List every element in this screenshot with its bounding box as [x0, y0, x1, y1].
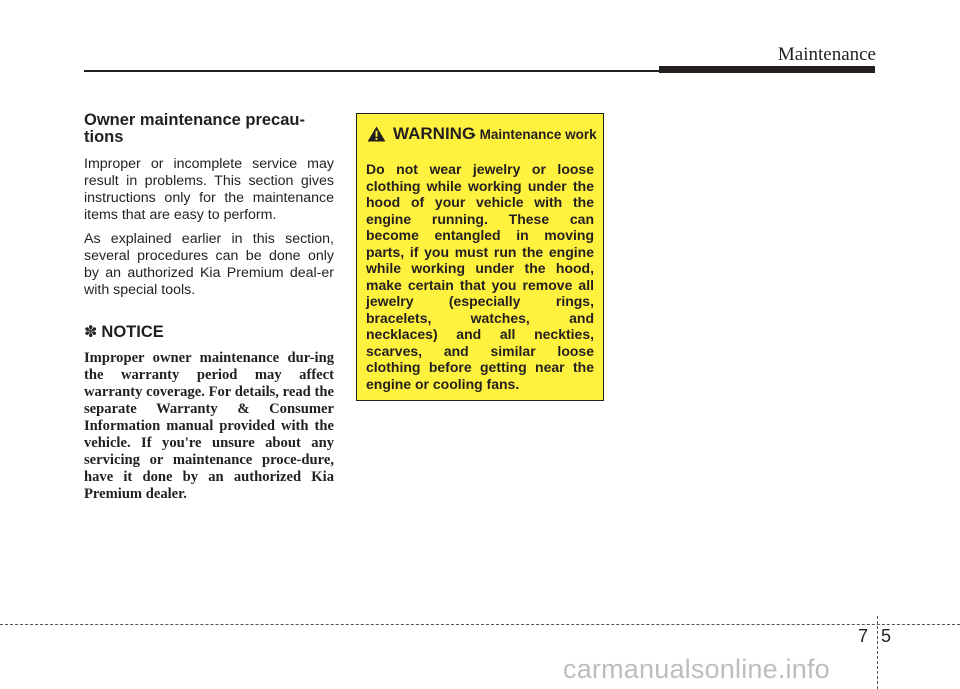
warning-subject: - Maintenance work — [471, 127, 597, 142]
left-column — [84, 112, 334, 503]
warning-text: Do not wear jewelry or loose clothing while working under the hood of your vehicle with the engine running. These can become entangled in moving parts, if you must run the engine while working under the hood, make certain that you remove all jewelry (especially rings, bracelets, watches, and necklaces) and all neckties, scarves, and similar loose clothing before getting near the engine or cooling fans. — [366, 161, 594, 392]
warning-label: WARNING — [393, 124, 476, 143]
notice-label: NOTICE — [101, 323, 164, 341]
page-number: 5 — [881, 626, 892, 646]
body-paragraph-1: Improper or incomplete service may result in problems. This section gives instructions only for the maintenance items that are easy to perform. — [84, 156, 334, 223]
section-heading: Owner maintenance precau- tions — [84, 111, 305, 146]
warning-box — [356, 113, 604, 401]
section-title: Maintenance — [777, 44, 876, 65]
notice-asterisk-icon: ✽ — [84, 324, 98, 341]
watermark: carmanualsonline.info — [563, 654, 830, 684]
header-rule-thick — [659, 66, 875, 73]
footer-dashed-rule — [0, 624, 960, 625]
chapter-number: 7 — [858, 626, 869, 646]
warning-triangle-icon — [367, 126, 386, 142]
notice-text: Improper owner maintenance dur-ing the warranty period may affect warranty coverage. For details, read the separate Warranty & Consumer Information manual provided with the vehicle. If you're unsure about any servicing or maintenance proce-dure, have it done by an authorized Kia Premium dealer. — [84, 350, 334, 502]
body-paragraph-2: As explained earlier in this section, several procedures can be done only by an authorized Kia Premium deal-er with special tools. — [84, 231, 334, 298]
header-rule-thin — [84, 70, 659, 72]
notice-heading — [84, 323, 334, 342]
warning-header — [366, 123, 597, 157]
